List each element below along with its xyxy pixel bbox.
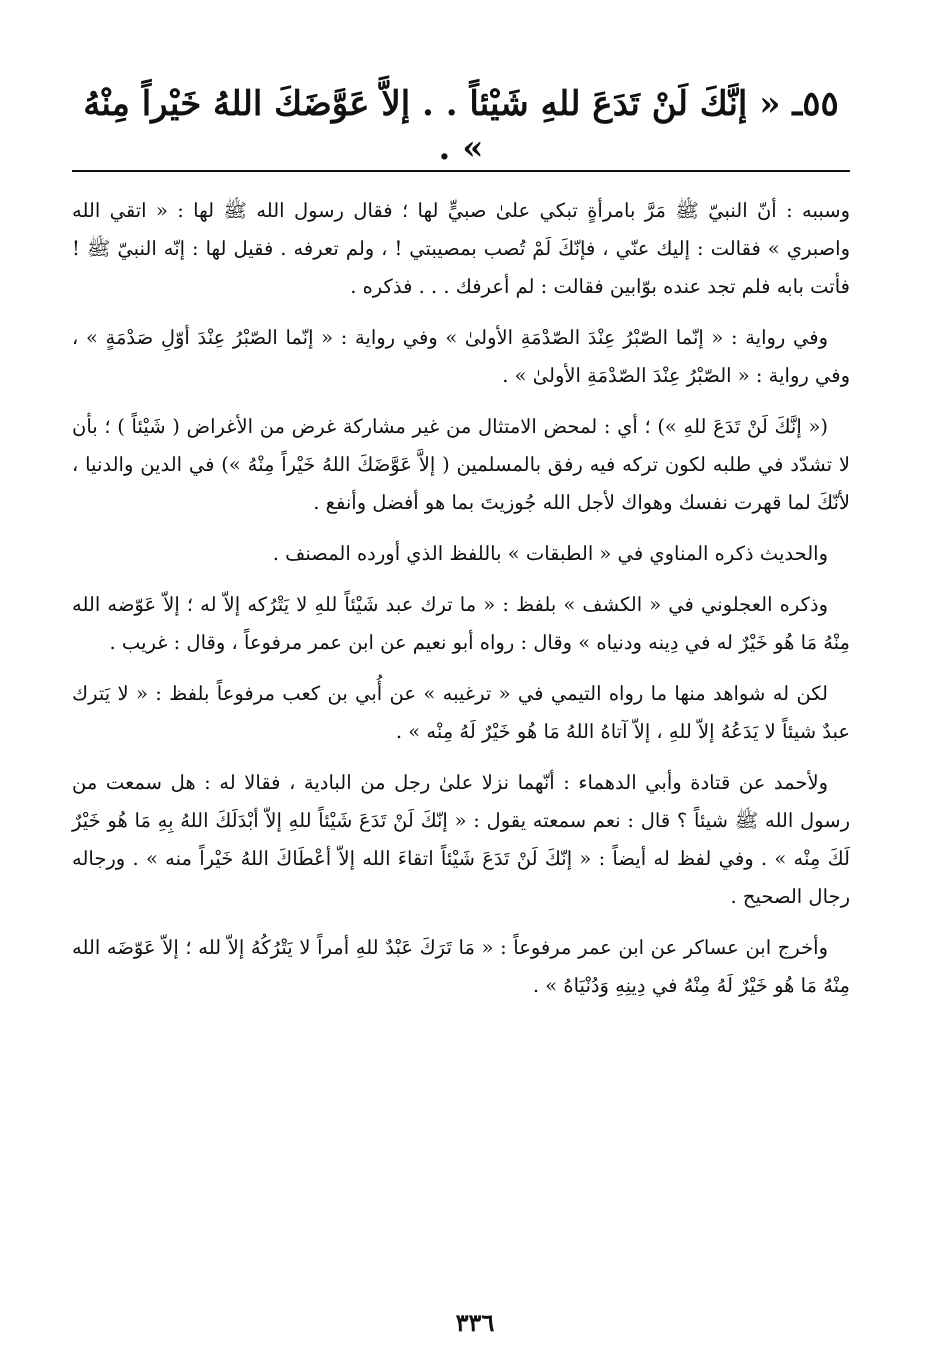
- paragraph-ahmad: ولأحمد عن قتادة وأبي الدهماء : أنّهما نزلا علىٰ رجل من البادية ، فقالا له : هل سمعت من رسول الله ﷺ شيئاً ؟ قال : نعم سمعته يقول : « إنّكَ لَنْ تَدَعَ شَيْئاً للهِ إلاّ أبْدَلَكَ اللهُ بِهِ مَا هُو خَيْرٌ لَكَ مِنْه » . وفي لفظ له أيضاً : « إنّكَ لَنْ تَدَعَ شَيْئاً اتقاءَ الله إلاّ أعْطَاكَ اللهُ خَيْراً منه » . ورجاله رجال الصحيح .: [72, 771, 850, 908]
- page-number: ٣٣٦: [455, 1308, 495, 1337]
- paragraph-ajluni: وذكره العجلوني في « الكشف » بلفظ : « ما ترك عبد شَيْئاً للهِ لا يَتْرُكه إلاّ له ؛ إلاّ عَوّضه الله مِنْهُ مَا هُو خَيْرٌ له في دِينه ودنياه » وقال : رواه أبو نعيم عن ابن عمر مرفوعاً ، وقال : غريب .: [72, 593, 850, 654]
- paragraph-munawi: والحديث ذكره المناوي في « الطبقات » باللفظ الذي أورده المصنف .: [272, 542, 828, 565]
- hadith-title: ٥٥ـ « إنَّكَ لَنْ تَدَعَ للهِ شَيْئاً . . إلاَّ عَوَّضَكَ اللهُ خَيْراً مِنْهُ » .: [83, 84, 839, 169]
- paragraph-cause: وسببه : أنّ النبيّ ﷺ مَرَّ بامرأةٍ تبكي علىٰ صبيٍّ لها ؛ فقال رسول الله ﷺ لها : « اتقي الله واصبري » فقالت : إليك عنّي ، فإنّكَ لَمْ تُصب بمصيبتي ! ، ولم تعرفه . فقيل لها : إنّه النبيّ ﷺ ! فأتت بابه فلم تجد عنده بوّابين فقالت : لم أعرفك . . . فذكره .: [72, 199, 850, 298]
- paragraph-ibn-asakir: وأخرج ابن عساكر عن ابن عمر مرفوعاً : « مَا تَرَكَ عَبْدٌ للهِ أمراً لا يَتْرُكُهُ إلاّ لله ؛ إلاّ عَوّضَه الله مِنْهُ مَا هُو خَيْرٌ لَهُ مِنْهُ في دِينِهِ وَدُنْيَاهُ » .: [72, 936, 850, 997]
- paragraph-taymi: لكن له شواهد منها ما رواه التيمي في « ترغيبه » عن أُبي بن كعب مرفوعاً بلفظ : « لا يَترك عبدٌ شيئاً لا يَدَعُهُ إلاّ للهِ ، إلاّ آتاهُ اللهُ مَا هُو خَيْرٌ لَهُ مِنْه » .: [72, 682, 850, 743]
- paragraph-explanation: (« إنَّكَ لَنْ تَدَعَ للهِ ») ؛ أي : لمحض الامتثال من غير مشاركة غرض من الأغراض ( شَيْئاً ) ؛ بأن لا تشدّد في طلبه لكون تركه فيه رفق بالمسلمين ( إلاَّ عَوَّضَكَ اللهُ خَيْراً مِنْهُ ») في الدين والدنيا ، لأنّكَ لما قهرت نفسك وهواك لأجل الله جُوزيتَ بما هو أفضل وأنفع .: [72, 415, 850, 514]
- paragraph-narrations: وفي رواية : « إنّما الصّبْرُ عِنْدَ الصّدْمَةِ الأولىٰ » وفي رواية : « إنّما الصّبْرُ عِنْدَ أوّلِ صَدْمَةٍ » ، وفي رواية : « الصّبْرُ عِنْدَ الصّدْمَةِ الأولىٰ » .: [72, 326, 850, 387]
